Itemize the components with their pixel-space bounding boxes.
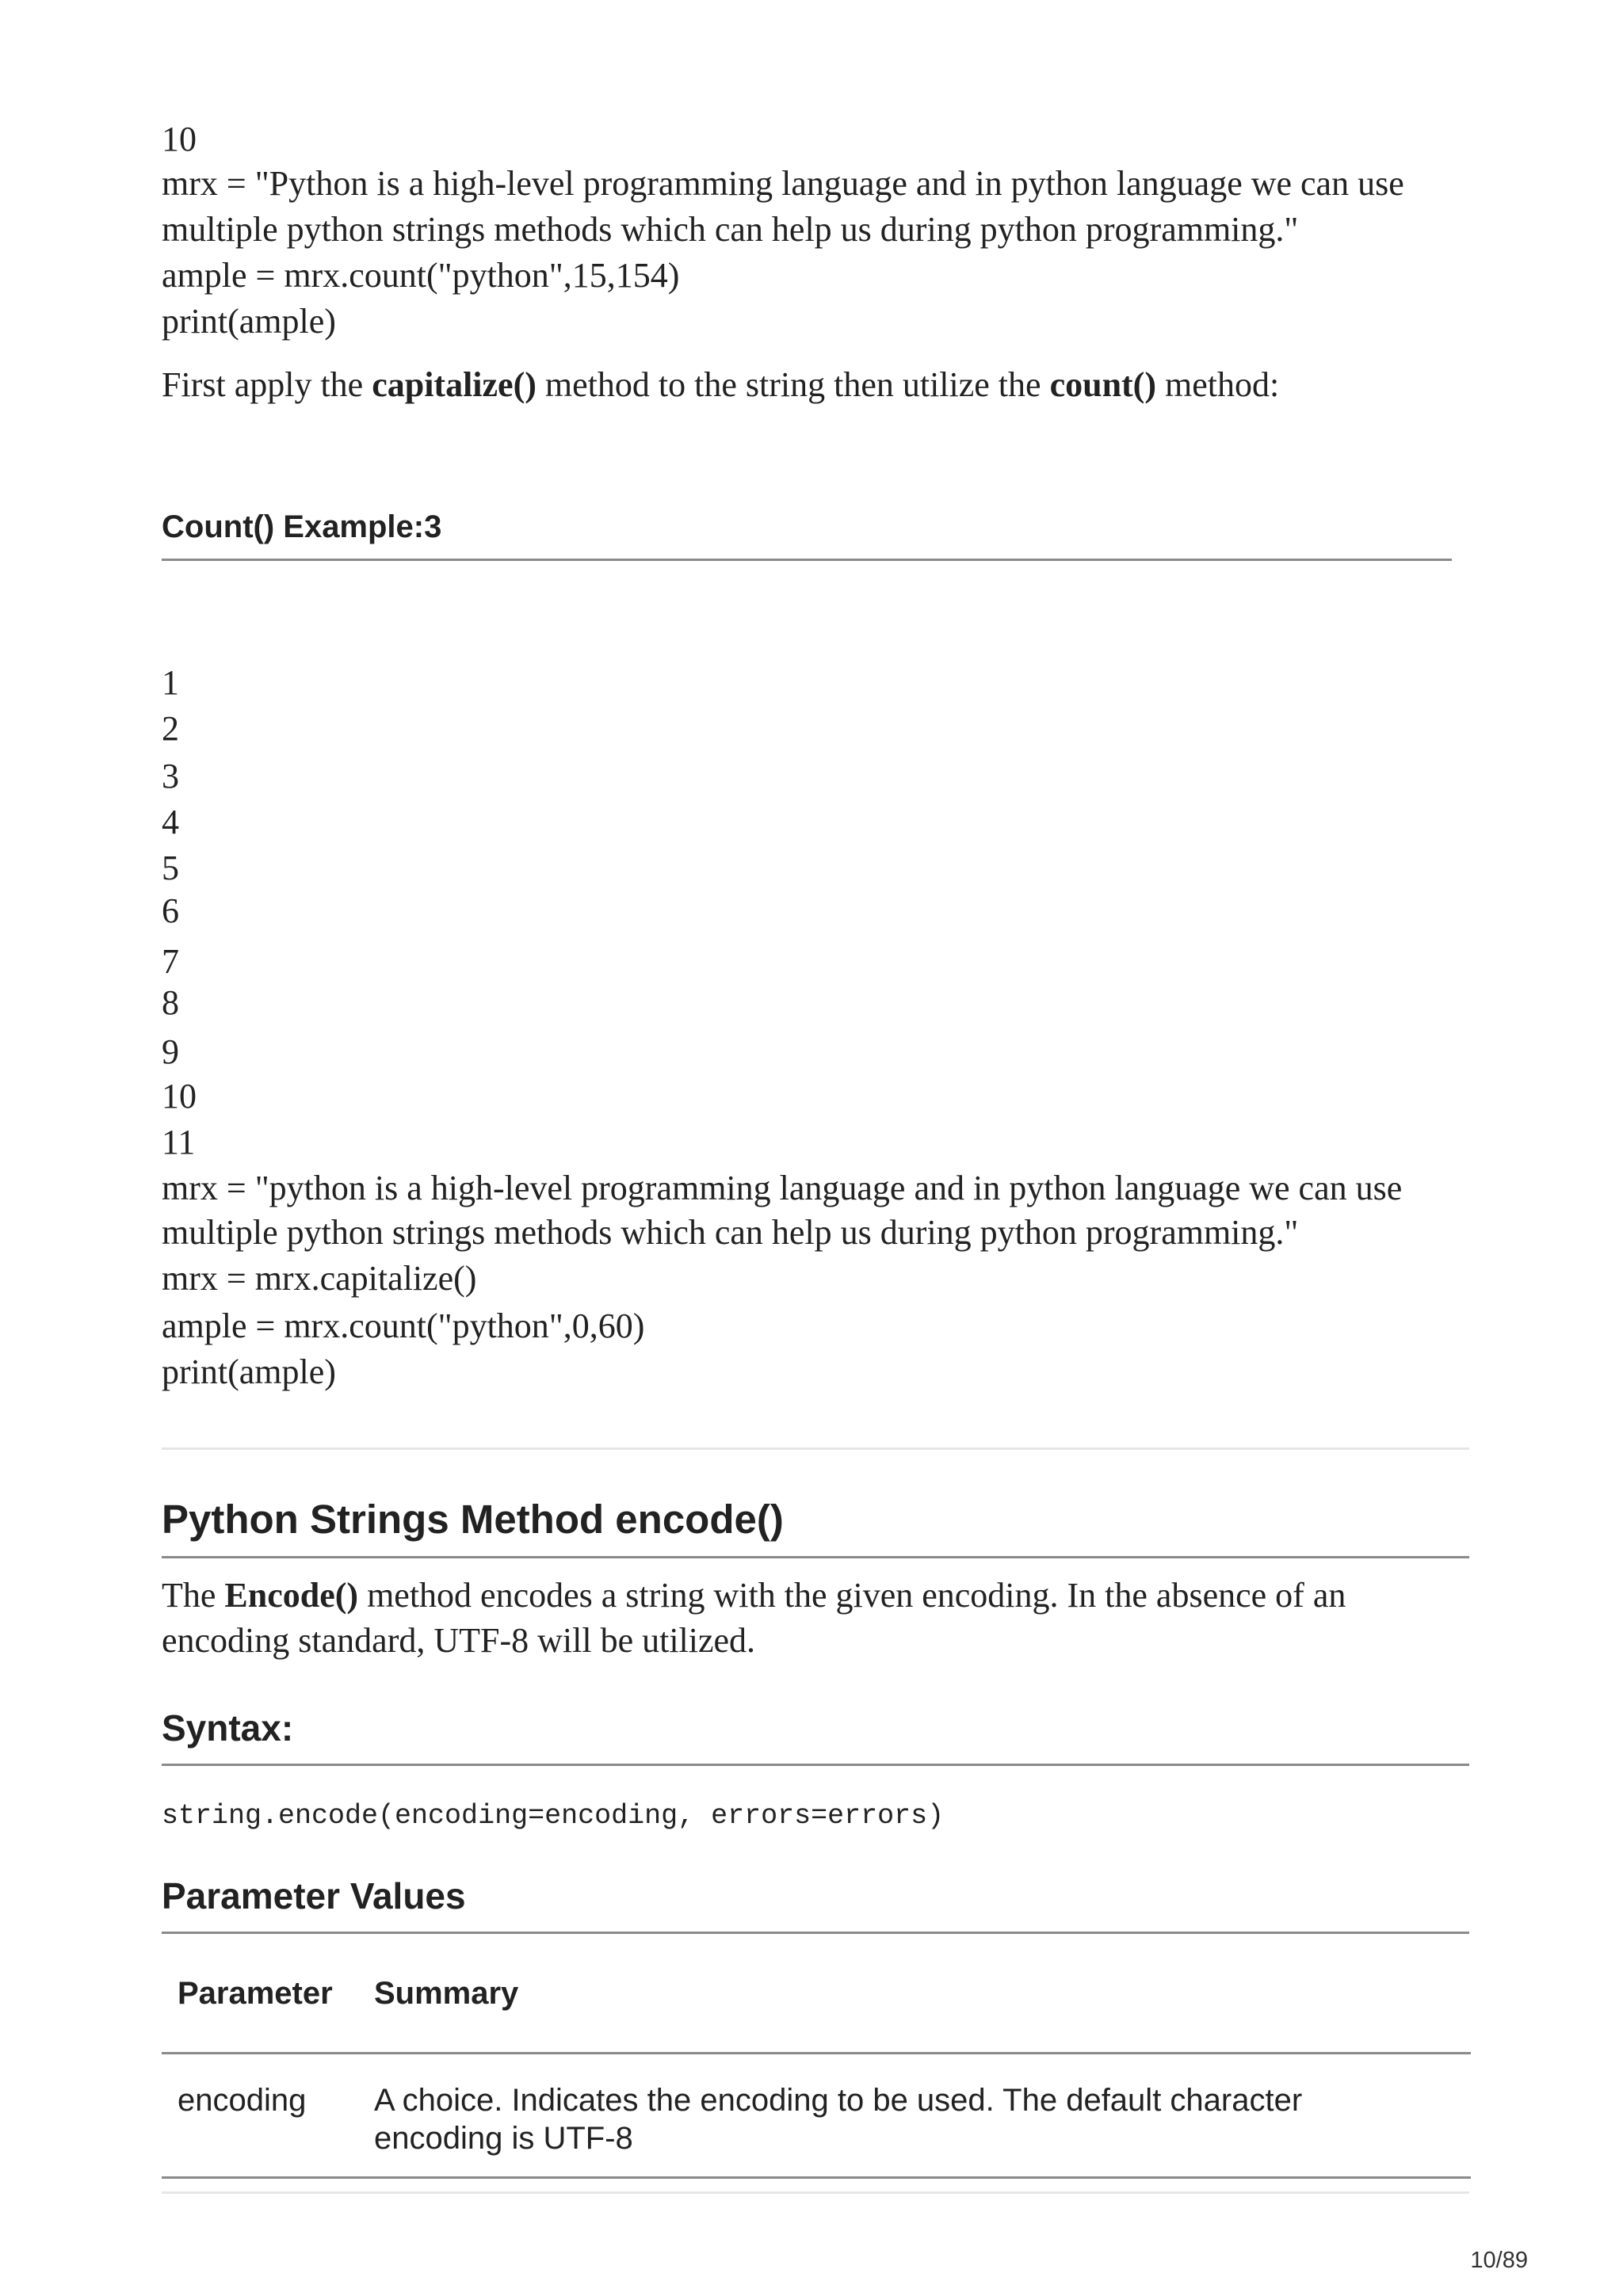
line-number: 11 [162,1123,196,1161]
code-line: mrx = mrx.capitalize() [162,1259,477,1298]
capitalize-method-name: capitalize() [372,365,537,404]
line-number: 9 [162,1032,179,1071]
summary-line: A choice. Indicates the encoding to be used. The default character [374,2083,1303,2118]
syntax-code: string.encode(encoding=encoding, errors=errors) [162,1800,945,1832]
line-number: 7 [162,942,179,981]
parameters-underline [162,1932,1469,1934]
encode-description-line2: encoding standard, UTF-8 will be utilized. [162,1621,756,1660]
parameter-cell: encoding [178,2083,307,2118]
bottom-divider [162,2191,1469,2194]
parameters-heading: Parameter Values [162,1875,466,1917]
title-underline [162,1556,1469,1558]
syntax-heading: Syntax: [162,1707,294,1749]
code-line-number: 10 [162,120,197,158]
code-line: multiple python strings methods which can help us during python programming." [162,1213,1299,1252]
heading-underline [162,559,1452,561]
line-number: 8 [162,983,179,1022]
encode-method-name: Encode() [224,1576,359,1615]
syntax-underline [162,1764,1469,1766]
code-line: print(ample) [162,302,336,341]
code-line: print(ample) [162,1352,336,1391]
count-method-name: count() [1049,365,1156,404]
section-title: Python Strings Method encode() [162,1497,784,1542]
section-divider [162,1447,1469,1450]
column-header-summary: Summary [374,1976,519,2011]
summary-cell [374,2054,1471,2178]
code-line: ample = mrx.count("python",0,60) [162,1306,645,1345]
line-number: 2 [162,709,179,748]
table-header-row [162,1957,1471,2054]
summary-line: encoding is UTF-8 [374,2121,633,2156]
line-number: 3 [162,757,179,795]
line-number: 10 [162,1077,197,1116]
code-line: multiple python strings methods which can help us during python programming." [162,210,1299,249]
code-line: mrx = "Python is a high-level programming language and in python language we can use [162,164,1404,203]
encode-description: The Encode() method encodes a string with the given encoding. In the absence of an [162,1576,1346,1615]
code-line: ample = mrx.count("python",15,154) [162,256,680,295]
example-heading: Count() Example:3 [162,509,442,544]
column-header-parameter: Parameter [178,1976,333,2011]
line-number: 5 [162,849,179,887]
line-number: 1 [162,663,179,702]
page-number: 10/89 [1470,2248,1528,2273]
code-line: mrx = "python is a high-level programming language and in python language we can use [162,1169,1403,1207]
line-number: 6 [162,891,179,930]
intro-paragraph: First apply the capitalize() method to the string then utilize the count() method: [162,365,1280,404]
parameters-table [162,1957,1471,2179]
table-row [162,2054,1471,2178]
line-number: 4 [162,803,179,841]
